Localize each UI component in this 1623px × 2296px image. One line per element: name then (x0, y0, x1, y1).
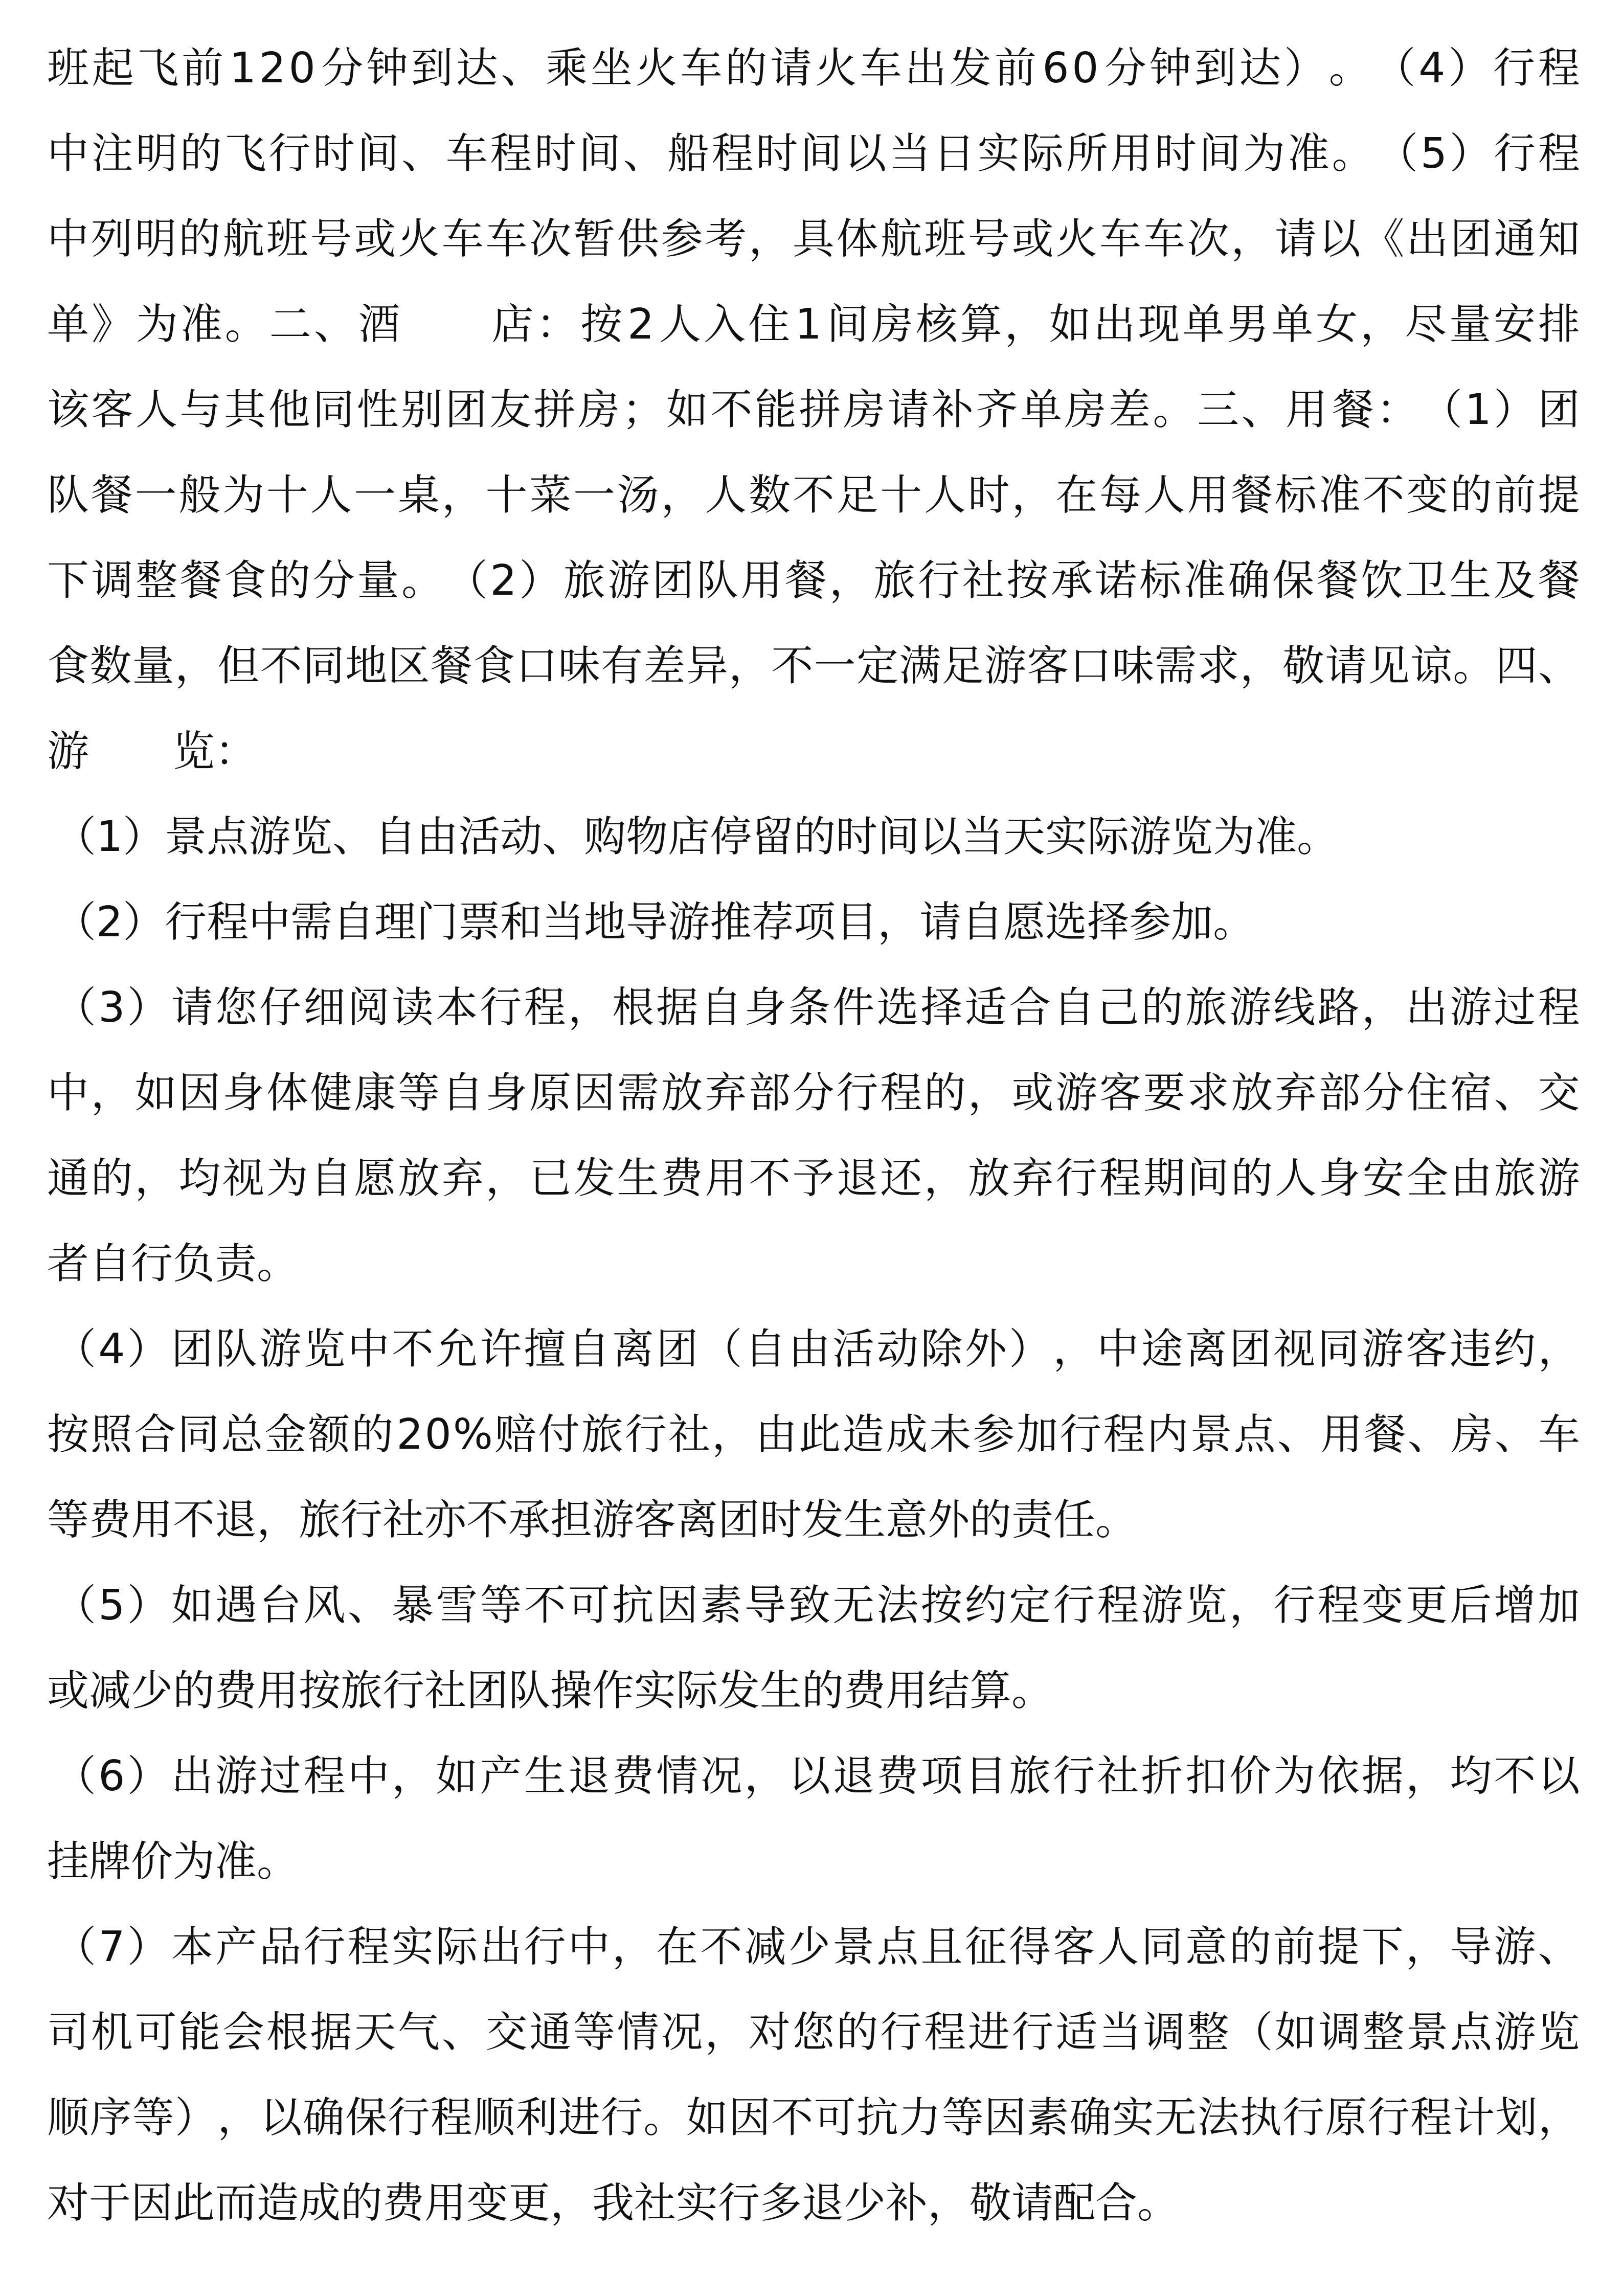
text-line (47, 1477, 1580, 1563)
text-line-content: （1）景点游览、自由活动、购物店停留的时间以当天实际游览为准。 (54, 813, 1339, 861)
text-line-content: 挂牌价为准。 (47, 1837, 299, 1886)
text-line: （ 7 ） 本 产 品 行 程 实 际 出 行 中 ， 在 不 减 少 景 点 且 征 得 客 人 同 意 的 前 提 下 ， 导 游 、 (54, 1923, 1580, 1971)
text-line: （ 6 ） 出 游 过 程 中 ， 如 产 生 退 费 情 况 ， 以 退 费 项 目 旅 行 社 折 扣 价 为 依 据 ， 均 不 以 (54, 1752, 1580, 1800)
text-line (47, 794, 1580, 880)
document-body (47, 26, 1580, 2246)
text-line: 食 数 量 ， 但 不 同 地 区 餐 食 口 味 有 差 异 ， 不 一 定 满 足 游 客 口 味 需 求 ， 敬 请 见 谅 。 四 、 (47, 642, 1580, 690)
text-line (47, 709, 1580, 794)
text-line-content: 者自行负责。 (47, 1240, 299, 1288)
text-line-content: （2）行程中需自理门票和当地导游推荐项目，请自愿选择参加。 (54, 898, 1255, 947)
text-line: 队 餐 一 般 为 十 人 一 桌 ， 十 菜 一 汤 ， 人 数 不 足 十 人 时 ， 在 每 人 用 餐 标 准 不 变 的 前 提 (47, 471, 1580, 520)
text-line: （ 5 ） 如 遇 台 风 、 暴 雪 等 不 可 抗 因 素 导 致 无 法 按 约 定 行 程 游 览 ， 行 程 变 更 后 增 加 (54, 1581, 1580, 1630)
text-line: 该 客 人 与 其 他 同 性 别 团 友 拼 房 ； 如 不 能 拼 房 请 补 齐 单 房 差 。 三 、 用 餐 ： （ 1 ） 团 (47, 386, 1580, 434)
text-line: 下 调 整 餐 食 的 分 量 。 （ 2 ） 旅 游 团 队 用 餐 ， 旅 行 社 按 承 诺 标 准 确 保 餐 饮 卫 生 及 餐 (47, 556, 1580, 605)
text-line: 中 ， 如 因 身 体 健 康 等 自 身 原 因 需 放 弃 部 分 行 程 的 ， 或 游 客 要 求 放 弃 部 分 住 宿 、 交 (47, 1069, 1580, 1117)
text-line (47, 2160, 1580, 2246)
text-line: 单 》 为 准 。 二 、 酒 店 ： 按 2 人 入 住 1 间 房 核 算 ， 如 出 现 单 男 单 女 ， 尽 量 安 排 (47, 300, 1580, 349)
text-line: 中 列 明 的 航 班 号 或 火 车 车 次 暂 供 参 考 ， 具 体 航 班 号 或 火 车 车 次 ， 请 以 《 出 团 通 知 (47, 215, 1580, 263)
text-line: 按 照 合 同 总 金 额 的 2 0 % 赔 付 旅 行 社 ， 由 此 造 成 未 参 加 行 程 内 景 点 、 用 餐 、 房 、 车 (47, 1410, 1580, 1459)
text-line (47, 1221, 1580, 1307)
text-line (47, 1648, 1580, 1734)
text-line-content: 或减少的费用按旅行社团队操作实际发生的费用结算。 (47, 1667, 1054, 1715)
text-line: 通 的 ， 均 视 为 自 愿 放 弃 ， 已 发 生 费 用 不 予 退 还 ， 放 弃 行 程 期 间 的 人 身 安 全 由 旅 游 (47, 1154, 1580, 1203)
text-line (47, 880, 1580, 965)
text-line-content: 对于因此而造成的费用变更，我社实行多退少补，敬请配合。 (47, 2179, 1180, 2227)
text-line: （ 4 ） 团 队 游 览 中 不 允 许 擅 自 离 团 （ 自 由 活 动 除 外 ） ， 中 途 离 团 视 同 游 客 违 约 ， (54, 1325, 1580, 1374)
text-line: （ 3 ） 请 您 仔 细 阅 读 本 行 程 ， 根 据 自 身 条 件 选 择 适 合 自 己 的 旅 游 线 路 ， 出 游 过 程 (54, 983, 1580, 1032)
text-line-content: 游 览： (47, 727, 257, 776)
text-line: 中 注 明 的 飞 行 时 间 、 车 程 时 间 、 船 程 时 间 以 当 日 实 际 所 用 时 间 为 准 。 （ 5 ） 行 程 (47, 129, 1580, 178)
text-line: 司 机 可 能 会 根 据 天 气 、 交 通 等 情 况 ， 对 您 的 行 程 进 行 适 当 调 整 （ 如 调 整 景 点 游 览 (47, 2008, 1580, 2057)
text-line: 顺 序 等 ） ， 以 确 保 行 程 顺 利 进 行 。 如 因 不 可 抗 力 等 因 素 确 实 无 法 执 行 原 行 程 计 划 ， (47, 2094, 1580, 2142)
text-line (47, 1819, 1580, 1904)
text-line: 班 起 飞 前 1 2 0 分 钟 到 达 、 乘 坐 火 车 的 请 火 车 出 发 前 6 0 分 钟 到 达 ） 。 （ 4 ） 行 程 (47, 44, 1580, 93)
text-line-content: 等费用不退，旅行社亦不承担游客离团时发生意外的责任。 (47, 1496, 1138, 1544)
